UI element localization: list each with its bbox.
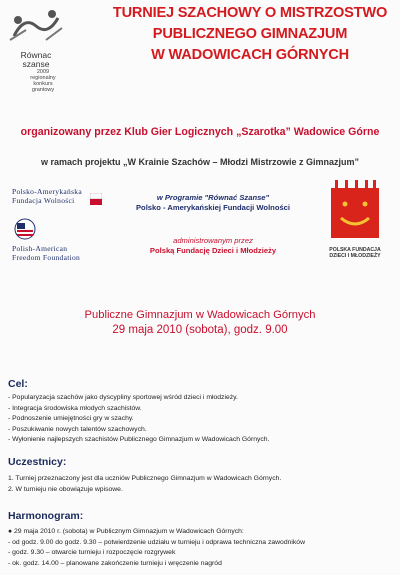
list-item: - godz. 9.30 – otwarcie turnieju i rozpoczęcie rozgrywek	[8, 549, 176, 557]
list-item: - Wyłonienie najlepszych szachistów Publicznego Gimnazjum w Wadowicach Górnych.	[8, 436, 270, 444]
uczestnicy-heading: Uczestnicy:	[8, 456, 67, 468]
pfd-line-1: POLSKA FUNDACJA	[329, 247, 381, 253]
rownac-szanse-logo	[4, 6, 68, 93]
paf-en-line-2: Freedom Foundation	[12, 253, 81, 262]
rownac-small-4: grantowy	[31, 87, 55, 93]
title-line-1: TURNIEJ SZACHOWY O MISTRZOSTWO	[112, 5, 388, 21]
list-item: 2. W turnieju nie obowiązuje wpisowe.	[8, 485, 123, 493]
admin-line-1: administrowanym przez	[173, 236, 253, 245]
paf-en-line-1: Polish-American	[12, 244, 68, 253]
flag-icon	[90, 193, 102, 205]
project-line: w ramach projektu „W Krainie Szachów – Młodzi Mistrzowie z Gimnazjum”	[40, 157, 360, 167]
cel-list	[8, 393, 398, 446]
venue-line: Publiczne Gimnazjum w Wadowicach Górnych	[84, 309, 316, 321]
paf-logo-en	[12, 244, 122, 262]
figures-icon	[4, 6, 68, 46]
list-item: 1. Turniej przeznaczony jest dla uczniów Publicznego Gimnazjum w Wadowicach Górnych.	[8, 475, 282, 482]
list-item: - Podnoszenie umiejętności gry w szachy.	[8, 415, 134, 423]
paf-pl-line-2: Fundacja Wolności	[12, 196, 75, 205]
pfd-line-2: DZIECI I MŁODZIEŻY	[329, 253, 381, 259]
date-line: 29 maja 2010 (sobota), godz. 9.00	[112, 324, 288, 336]
rownac-small-1: 2009	[36, 69, 50, 75]
list-item: - Poszukiwanie nowych talentów szachowych.	[8, 425, 147, 433]
program-line-2: Polsko - Amerykańskiej Fundacji Wolności	[135, 203, 291, 212]
paf-pl-line-1: Polsko-Amerykańska	[12, 187, 82, 196]
rownac-line-1: Równac	[20, 50, 52, 60]
program-line-1: w Programie "Równać Szanse"	[156, 193, 270, 202]
program-text	[108, 193, 318, 213]
pfd-smile-icon	[315, 180, 395, 242]
rownac-line-2: szanse	[22, 59, 50, 69]
rownac-small-3: konkurs	[33, 81, 53, 87]
uczestnicy-list	[8, 474, 398, 495]
harmonogram-heading: Harmonogram:	[8, 510, 84, 522]
admin-text	[108, 236, 318, 256]
us-flag-icon	[14, 218, 36, 240]
rownac-small-2: regionalny	[30, 75, 56, 81]
title-line-3: W WADOWICACH GÓRNYCH	[151, 47, 349, 63]
list-item: - Integracja środowiska młodych szachistów.	[8, 404, 142, 412]
title-line-2: PUBLICZNEGO GIMNAZJUM	[152, 26, 348, 42]
list-item: - od godz. 9.00 do godz. 9.30 – potwierdzenie udziału w turnieju i odprawa techniczna zawodników	[8, 538, 305, 546]
list-item: - Popularyzacja szachów jako dyscypliny sportowej wśród dzieci i młodzieży.	[8, 394, 238, 401]
list-item: - ok. godz. 14.00 – planowane zakończenie turnieju i wręczenie nagród	[8, 559, 222, 567]
cel-heading: Cel:	[8, 378, 28, 390]
pfd-logo	[315, 180, 395, 259]
poster-title	[100, 3, 400, 66]
organizer-line: organizowany przez Klub Gier Logicznych „Szarotka” Wadowice Górne	[20, 126, 380, 138]
harmonogram-list	[8, 527, 398, 569]
admin-line-2: Polską Fundację Dzieci i Młodzieży	[149, 246, 277, 255]
list-item: ● 29 maja 2010 r. (sobota) w Publicznym Gimnazjum w Wadowicach Górnych:	[8, 528, 244, 535]
